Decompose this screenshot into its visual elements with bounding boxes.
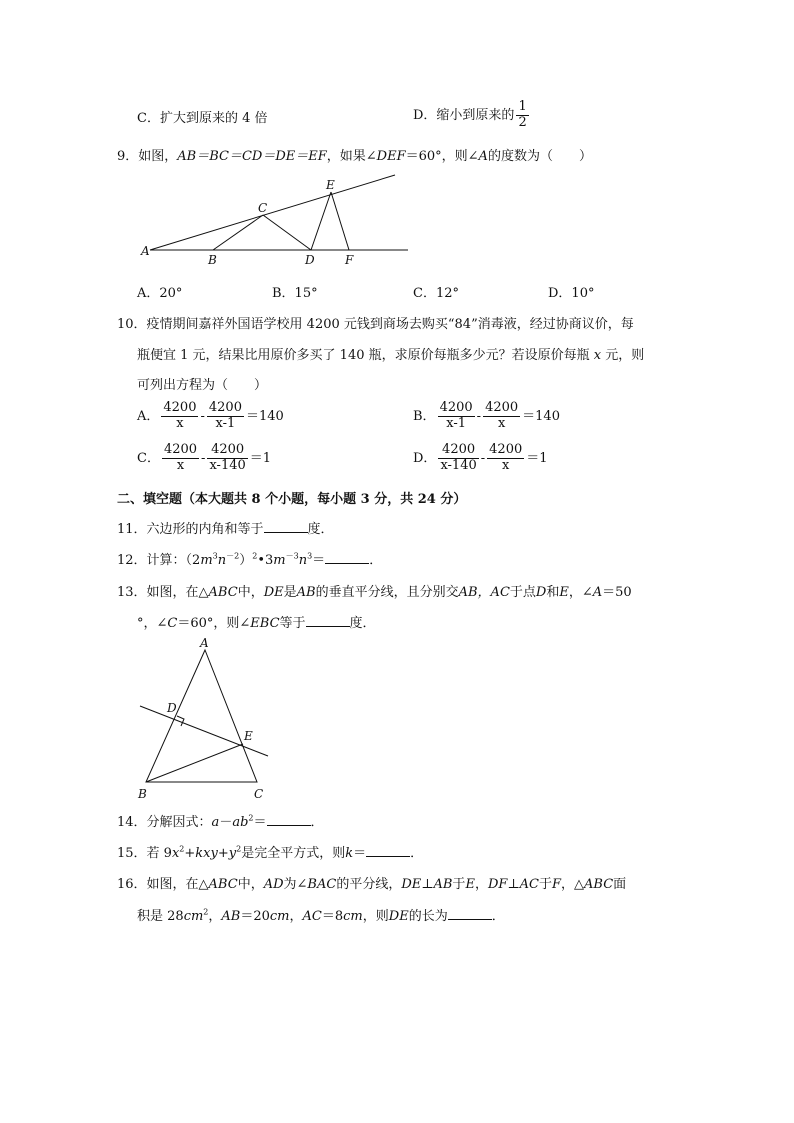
q11-blank[interactable]: [264, 520, 308, 533]
q10-option-c[interactable]: C． $\frac{4200}{x}$ - $\frac{4200}{x-140}$ ＝1: [137, 442, 272, 473]
q15-blank[interactable]: [366, 844, 410, 857]
q11: 11．六边形的内角和等于 度．: [117, 522, 334, 537]
q9-option-d[interactable]: D．10°: [548, 286, 595, 301]
q10-line3: 可列出方程为（ ）: [137, 378, 268, 393]
q10-line2: 瓶便宜 1 元，结果比用原价多买了 140 瓶，求原价每瓶多少元？若设原价每瓶 x 元，则: [137, 348, 645, 363]
q13-figure: [130, 636, 280, 806]
q13-line2: °，∠C＝60°，则∠EBC等于 度．: [137, 616, 376, 631]
q13-line1: 13．如图，在△ABC中，DE是AB的垂直平分线，且分别交AB，AC于点D和E，∠A＝50: [117, 585, 632, 600]
q8-option-d[interactable]: [413, 100, 531, 131]
q9-option-a[interactable]: A．20°: [137, 286, 183, 301]
q8-option-c[interactable]: C．扩大到原来的 4 倍: [137, 111, 268, 126]
q9-label-a: A: [141, 244, 150, 258]
q9-option-c[interactable]: C．12°: [413, 286, 459, 301]
q9-label-e: E: [326, 178, 335, 192]
q13-label-a: A: [200, 636, 209, 650]
q9-ray-ac: [150, 175, 395, 250]
q13-blank[interactable]: [306, 614, 350, 627]
q9-segment-cd: [263, 215, 311, 250]
q16-line1: 16．如图，在△ABC中，AD为∠BAC的平分线，DE⊥AB于E，DF⊥AC于F，△ABC面: [117, 877, 627, 892]
q9-segment-bc: [213, 215, 263, 250]
q10-line1: 10．疫情期间嘉祥外国语学校用 4200 元钱到商场去购买“84”消毒液，经过协商议价，每: [117, 317, 634, 332]
q9-segment-de: [311, 192, 331, 250]
q8-option-d-text: D．缩小到原来的: [413, 107, 515, 123]
q10-option-d[interactable]: D． $\frac{4200}{x-140}$ - $\frac{4200}{x}$ ＝1: [413, 442, 548, 473]
section-2-title: 二、填空题（本大题共 8 个小题，每小题 3 分，共 24 分）: [117, 492, 467, 507]
q13-triangle-abc: [146, 650, 257, 782]
q16-line2: 积是 $28cm^2$，AB＝20cm，AC＝8cm，则DE的长为 ．: [137, 907, 505, 924]
q14: 14．分解因式：$a-ab^2=$ ．: [117, 813, 324, 830]
q14-blank[interactable]: [267, 813, 311, 826]
q10-option-b[interactable]: B． $\frac{4200}{x-1}$ - $\frac{4200}{x}$ ＝140: [413, 400, 560, 431]
q15: 15．若 $9x^2+kxy+y^2$是完全平方式，则k＝ ．: [117, 844, 424, 861]
q9-label-f: F: [345, 253, 354, 267]
q13-label-c: C: [254, 787, 264, 801]
q12: 12．计算：$(2m^3n^{-2})^2•3m^{-3}n^3=$ ．: [117, 551, 383, 568]
q10-option-a[interactable]: A． $\frac{4200}{x}$ - $\frac{4200}{x-1}$ ＝140: [137, 400, 284, 431]
q9-label-b: B: [208, 253, 217, 267]
q13-label-b: B: [138, 787, 147, 801]
q13-label-d: D: [167, 701, 177, 715]
q9-label-c: C: [258, 201, 268, 215]
q9-segment-ef: [331, 192, 349, 250]
q8-option-d-fraction: $\frac{1}{2}$: [518, 99, 527, 130]
q9-figure: [135, 168, 425, 268]
q12-blank[interactable]: [325, 551, 369, 564]
q13-label-e: E: [244, 729, 253, 743]
q9-label-d: D: [305, 253, 315, 267]
q9-stem: 9．如图，AB＝BC＝CD＝DE＝EF，如果∠DEF＝60°，则∠A的度数为（ ）: [117, 149, 592, 164]
q9-option-b[interactable]: B．15°: [272, 286, 318, 301]
q16-blank[interactable]: [448, 907, 492, 920]
